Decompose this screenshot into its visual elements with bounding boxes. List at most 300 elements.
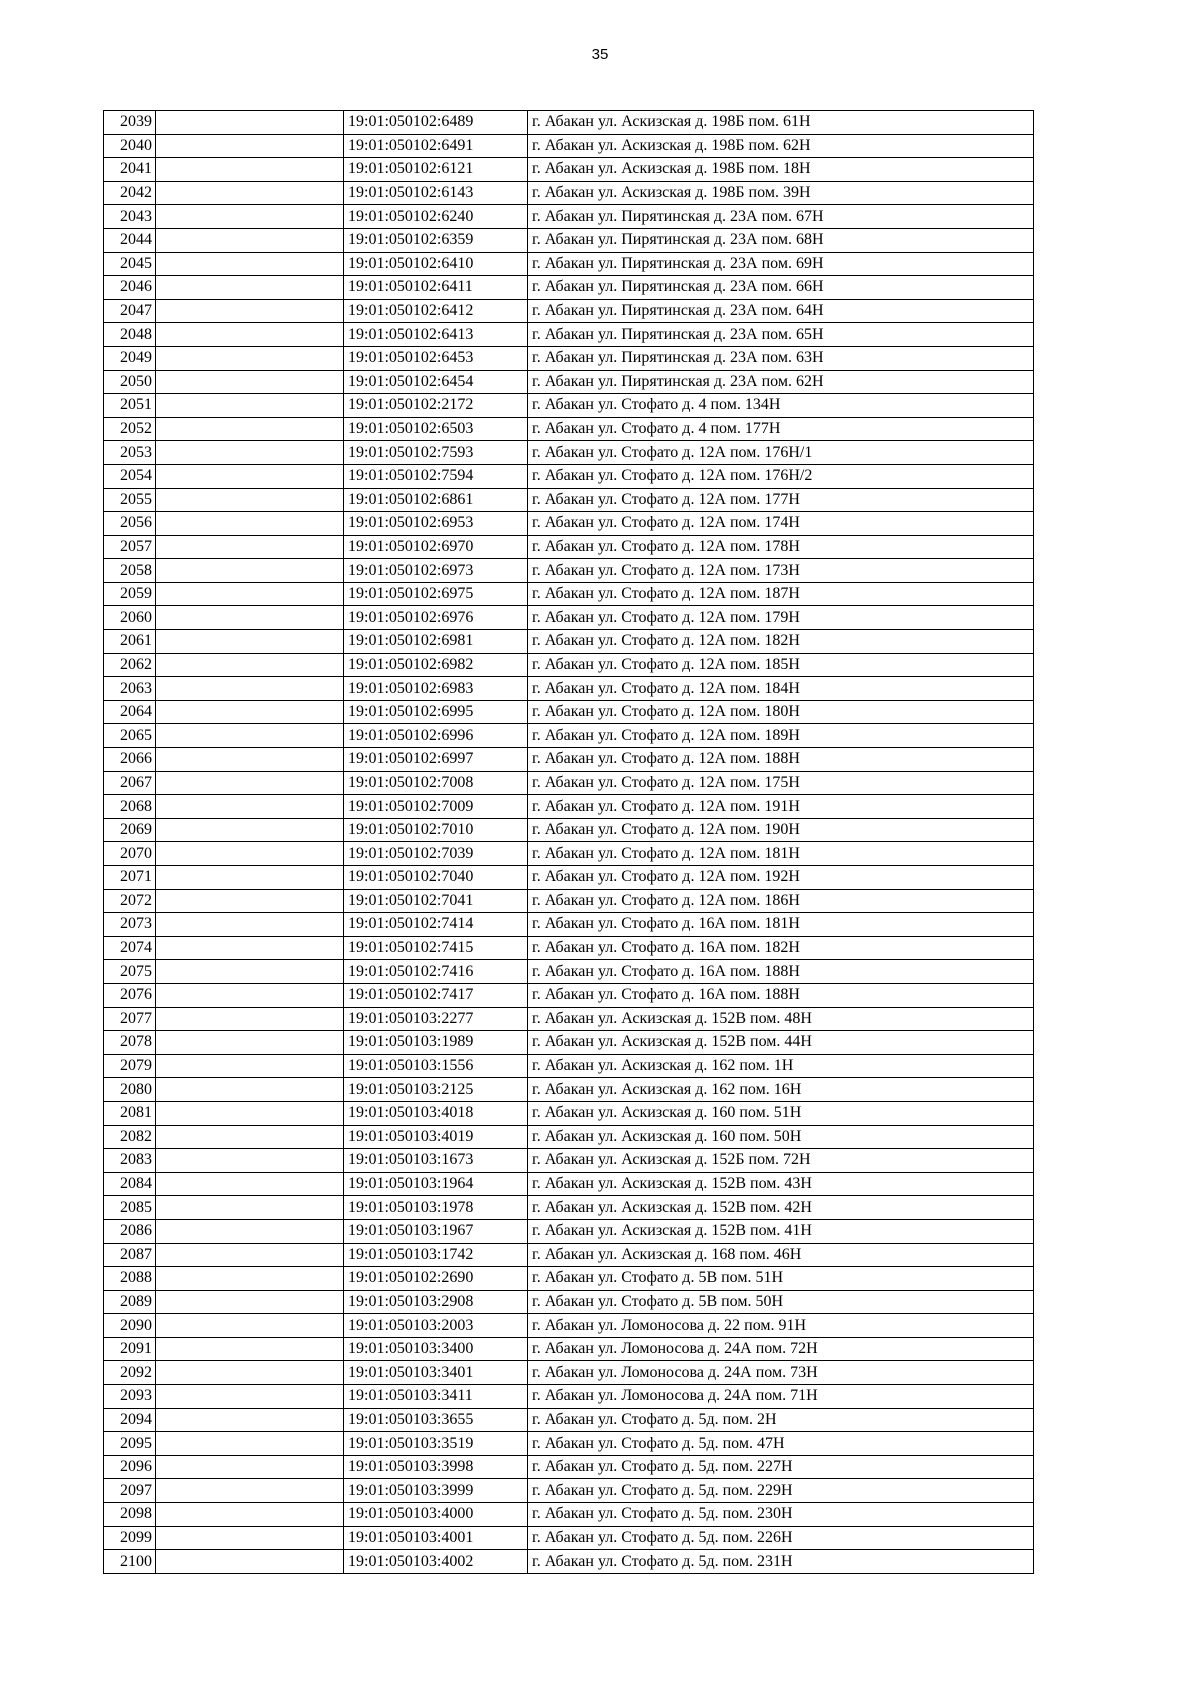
register-table: [103, 110, 1034, 1574]
table-row: [104, 276, 1034, 300]
row-cadastral-number: 19:01:050102:6970: [344, 535, 528, 559]
row-address: г. Абакан ул. Стофато д. 5д. пом. 227Н: [528, 1455, 1034, 1479]
table-row: [104, 394, 1034, 418]
row-cadastral-number: 19:01:050103:3999: [344, 1479, 528, 1503]
table-row: [104, 1054, 1034, 1078]
row-cadastral-number: 19:01:050103:1556: [344, 1054, 528, 1078]
row-empty-cell: [156, 1361, 344, 1385]
row-empty-cell: [156, 1125, 344, 1149]
row-number: 2093: [104, 1385, 156, 1409]
row-empty-cell: [156, 1172, 344, 1196]
row-number: 2100: [104, 1550, 156, 1574]
row-address: г. Абакан ул. Пирятинская д. 23А пом. 67Н: [528, 205, 1034, 229]
table-row: [104, 1385, 1034, 1409]
row-empty-cell: [156, 1337, 344, 1361]
row-number: 2039: [104, 111, 156, 135]
row-cadastral-number: 19:01:050102:7416: [344, 960, 528, 984]
table-row: [104, 1526, 1034, 1550]
row-number: 2050: [104, 370, 156, 394]
table-row: [104, 158, 1034, 182]
table-row: [104, 1314, 1034, 1338]
row-number: 2094: [104, 1408, 156, 1432]
row-empty-cell: [156, 276, 344, 300]
row-cadastral-number: 19:01:050103:2003: [344, 1314, 528, 1338]
table-row: [104, 228, 1034, 252]
table-row: [104, 936, 1034, 960]
row-address: г. Абакан ул. Стофато д. 5В пом. 51Н: [528, 1267, 1034, 1291]
row-cadastral-number: 19:01:050102:7009: [344, 795, 528, 819]
row-number: 2098: [104, 1503, 156, 1527]
row-address: г. Абакан ул. Стофато д. 5В пом. 50Н: [528, 1290, 1034, 1314]
row-address: г. Абакан ул. Аскизская д. 168 пом. 46Н: [528, 1243, 1034, 1267]
row-number: 2055: [104, 488, 156, 512]
table-row: [104, 417, 1034, 441]
row-number: 2081: [104, 1101, 156, 1125]
table-row: [104, 1149, 1034, 1173]
row-empty-cell: [156, 1054, 344, 1078]
row-cadastral-number: 19:01:050102:7414: [344, 913, 528, 937]
row-address: г. Абакан ул. Аскизская д. 162 пом. 1Н: [528, 1054, 1034, 1078]
row-number: 2069: [104, 818, 156, 842]
row-empty-cell: [156, 441, 344, 465]
row-address: г. Абакан ул. Аскизская д. 152В пом. 44Н: [528, 1031, 1034, 1055]
page-number: 35: [591, 46, 609, 63]
row-number: 2089: [104, 1290, 156, 1314]
table-row: [104, 488, 1034, 512]
row-cadastral-number: 19:01:050102:6412: [344, 299, 528, 323]
row-number: 2056: [104, 512, 156, 536]
row-cadastral-number: 19:01:050102:6489: [344, 111, 528, 135]
table-row: [104, 1101, 1034, 1125]
row-empty-cell: [156, 936, 344, 960]
row-cadastral-number: 19:01:050103:4019: [344, 1125, 528, 1149]
row-number: 2084: [104, 1172, 156, 1196]
row-cadastral-number: 19:01:050103:4001: [344, 1526, 528, 1550]
row-empty-cell: [156, 158, 344, 182]
row-address: г. Абакан ул. Аскизская д. 198Б пом. 61Н: [528, 111, 1034, 135]
row-empty-cell: [156, 228, 344, 252]
row-cadastral-number: 19:01:050103:4002: [344, 1550, 528, 1574]
row-empty-cell: [156, 1455, 344, 1479]
row-empty-cell: [156, 417, 344, 441]
row-address: г. Абакан ул. Стофато д. 12А пом. 176Н/1: [528, 441, 1034, 465]
table-body: [104, 111, 1034, 1574]
row-empty-cell: [156, 795, 344, 819]
row-number: 2047: [104, 299, 156, 323]
row-empty-cell: [156, 488, 344, 512]
row-address: г. Абакан ул. Стофато д. 12А пом. 175Н: [528, 771, 1034, 795]
row-number: 2075: [104, 960, 156, 984]
row-address: г. Абакан ул. Пирятинская д. 23А пом. 64Н: [528, 299, 1034, 323]
row-empty-cell: [156, 1149, 344, 1173]
row-number: 2065: [104, 724, 156, 748]
row-cadastral-number: 19:01:050102:6453: [344, 346, 528, 370]
row-number: 2097: [104, 1479, 156, 1503]
row-cadastral-number: 19:01:050103:3411: [344, 1385, 528, 1409]
row-empty-cell: [156, 866, 344, 890]
row-address: г. Абакан ул. Аскизская д. 198Б пом. 18Н: [528, 158, 1034, 182]
row-cadastral-number: 19:01:050102:7593: [344, 441, 528, 465]
row-cadastral-number: 19:01:050102:6953: [344, 512, 528, 536]
row-address: г. Абакан ул. Аскизская д. 160 пом. 51Н: [528, 1101, 1034, 1125]
row-empty-cell: [156, 983, 344, 1007]
row-number: 2073: [104, 913, 156, 937]
row-empty-cell: [156, 1314, 344, 1338]
table-row: [104, 181, 1034, 205]
table-row: [104, 606, 1034, 630]
row-cadastral-number: 19:01:050102:6454: [344, 370, 528, 394]
table-row: [104, 1455, 1034, 1479]
row-empty-cell: [156, 842, 344, 866]
row-cadastral-number: 19:01:050103:2908: [344, 1290, 528, 1314]
table-row: [104, 205, 1034, 229]
row-address: г. Абакан ул. Ломоносова д. 24А пом. 72Н: [528, 1337, 1034, 1361]
table-row: [104, 323, 1034, 347]
row-cadastral-number: 19:01:050102:2172: [344, 394, 528, 418]
table-row: [104, 1337, 1034, 1361]
row-cadastral-number: 19:01:050103:1673: [344, 1149, 528, 1173]
table-row: [104, 913, 1034, 937]
row-cadastral-number: 19:01:050102:6983: [344, 677, 528, 701]
row-cadastral-number: 19:01:050102:7594: [344, 464, 528, 488]
row-number: 2049: [104, 346, 156, 370]
row-address: г. Абакан ул. Стофато д. 16А пом. 181Н: [528, 913, 1034, 937]
row-number: 2080: [104, 1078, 156, 1102]
row-number: 2099: [104, 1526, 156, 1550]
table-row: [104, 866, 1034, 890]
table-row: [104, 1125, 1034, 1149]
row-address: г. Абакан ул. Аскизская д. 152В пом. 42Н: [528, 1196, 1034, 1220]
row-address: г. Абакан ул. Стофато д. 12А пом. 192Н: [528, 866, 1034, 890]
table-row: [104, 889, 1034, 913]
row-empty-cell: [156, 677, 344, 701]
table-row: [104, 134, 1034, 158]
row-address: г. Абакан ул. Стофато д. 4 пом. 134Н: [528, 394, 1034, 418]
row-number: 2086: [104, 1219, 156, 1243]
row-cadastral-number: 19:01:050102:6997: [344, 748, 528, 772]
row-empty-cell: [156, 535, 344, 559]
row-number: 2091: [104, 1337, 156, 1361]
row-address: г. Абакан ул. Пирятинская д. 23А пом. 62Н: [528, 370, 1034, 394]
row-cadastral-number: 19:01:050102:6491: [344, 134, 528, 158]
table-row: [104, 795, 1034, 819]
table-row: [104, 559, 1034, 583]
row-address: г. Абакан ул. Стофато д. 5д. пом. 231Н: [528, 1550, 1034, 1574]
row-address: г. Абакан ул. Аскизская д. 198Б пом. 62Н: [528, 134, 1034, 158]
table-row: [104, 512, 1034, 536]
row-cadastral-number: 19:01:050102:7040: [344, 866, 528, 890]
row-number: 2092: [104, 1361, 156, 1385]
row-empty-cell: [156, 1550, 344, 1574]
row-empty-cell: [156, 134, 344, 158]
row-empty-cell: [156, 606, 344, 630]
row-cadastral-number: 19:01:050102:6976: [344, 606, 528, 630]
row-cadastral-number: 19:01:050102:7041: [344, 889, 528, 913]
row-address: г. Абакан ул. Ломоносова д. 24А пом. 71Н: [528, 1385, 1034, 1409]
row-empty-cell: [156, 252, 344, 276]
table-row: [104, 1243, 1034, 1267]
row-cadastral-number: 19:01:050102:6121: [344, 158, 528, 182]
row-empty-cell: [156, 346, 344, 370]
row-address: г. Абакан ул. Пирятинская д. 23А пом. 69Н: [528, 252, 1034, 276]
row-cadastral-number: 19:01:050103:3998: [344, 1455, 528, 1479]
row-address: г. Абакан ул. Стофато д. 16А пом. 188Н: [528, 960, 1034, 984]
row-cadastral-number: 19:01:050102:6503: [344, 417, 528, 441]
row-number: 2079: [104, 1054, 156, 1078]
row-empty-cell: [156, 111, 344, 135]
row-cadastral-number: 19:01:050103:1742: [344, 1243, 528, 1267]
row-number: 2060: [104, 606, 156, 630]
row-empty-cell: [156, 1101, 344, 1125]
row-number: 2046: [104, 276, 156, 300]
row-address: г. Абакан ул. Стофато д. 12А пом. 173Н: [528, 559, 1034, 583]
row-empty-cell: [156, 582, 344, 606]
row-number: 2095: [104, 1432, 156, 1456]
row-address: г. Абакан ул. Стофато д. 12А пом. 185Н: [528, 653, 1034, 677]
table-row: [104, 1267, 1034, 1291]
row-address: г. Абакан ул. Стофато д. 5д. пом. 230Н: [528, 1503, 1034, 1527]
row-address: г. Абакан ул. Ломоносова д. 22 пом. 91Н: [528, 1314, 1034, 1338]
row-address: г. Абакан ул. Стофато д. 12А пом. 188Н: [528, 748, 1034, 772]
row-number: 2090: [104, 1314, 156, 1338]
row-number: 2061: [104, 630, 156, 654]
table-row: [104, 1432, 1034, 1456]
row-number: 2066: [104, 748, 156, 772]
table-row: [104, 724, 1034, 748]
table-row: [104, 1007, 1034, 1031]
table-row: [104, 771, 1034, 795]
table-row: [104, 1031, 1034, 1055]
table-row: [104, 677, 1034, 701]
row-address: г. Абакан ул. Стофато д. 16А пом. 188Н: [528, 983, 1034, 1007]
row-cadastral-number: 19:01:050103:3655: [344, 1408, 528, 1432]
row-cadastral-number: 19:01:050102:7415: [344, 936, 528, 960]
row-empty-cell: [156, 1078, 344, 1102]
row-cadastral-number: 19:01:050103:2125: [344, 1078, 528, 1102]
row-empty-cell: [156, 1503, 344, 1527]
row-number: 2076: [104, 983, 156, 1007]
row-cadastral-number: 19:01:050103:1978: [344, 1196, 528, 1220]
row-number: 2096: [104, 1455, 156, 1479]
row-cadastral-number: 19:01:050102:6411: [344, 276, 528, 300]
row-address: г. Абакан ул. Пирятинская д. 23А пом. 68Н: [528, 228, 1034, 252]
table-row: [104, 653, 1034, 677]
row-empty-cell: [156, 370, 344, 394]
table-row: [104, 1503, 1034, 1527]
row-cadastral-number: 19:01:050102:6973: [344, 559, 528, 583]
row-cadastral-number: 19:01:050102:7010: [344, 818, 528, 842]
row-empty-cell: [156, 1432, 344, 1456]
row-number: 2042: [104, 181, 156, 205]
row-number: 2083: [104, 1149, 156, 1173]
table-row: [104, 1078, 1034, 1102]
row-cadastral-number: 19:01:050102:6410: [344, 252, 528, 276]
row-address: г. Абакан ул. Стофато д. 12А пом. 177Н: [528, 488, 1034, 512]
row-cadastral-number: 19:01:050103:3400: [344, 1337, 528, 1361]
row-cadastral-number: 19:01:050102:6143: [344, 181, 528, 205]
row-address: г. Абакан ул. Стофато д. 12А пом. 187Н: [528, 582, 1034, 606]
row-address: г. Абакан ул. Аскизская д. 152Б пом. 72Н: [528, 1149, 1034, 1173]
table-row: [104, 1219, 1034, 1243]
table-row: [104, 582, 1034, 606]
table-row: [104, 1550, 1034, 1574]
row-empty-cell: [156, 299, 344, 323]
row-address: г. Абакан ул. Стофато д. 4 пом. 177Н: [528, 417, 1034, 441]
row-cadastral-number: 19:01:050102:6996: [344, 724, 528, 748]
row-number: 2062: [104, 653, 156, 677]
row-address: г. Абакан ул. Аскизская д. 152В пом. 43Н: [528, 1172, 1034, 1196]
table-row: [104, 299, 1034, 323]
row-cadastral-number: 19:01:050102:6975: [344, 582, 528, 606]
row-address: г. Абакан ул. Пирятинская д. 23А пом. 65Н: [528, 323, 1034, 347]
table-row: [104, 1172, 1034, 1196]
row-cadastral-number: 19:01:050103:4018: [344, 1101, 528, 1125]
table-row: [104, 983, 1034, 1007]
row-number: 2068: [104, 795, 156, 819]
row-cadastral-number: 19:01:050103:4000: [344, 1503, 528, 1527]
table-row: [104, 370, 1034, 394]
table-row: [104, 1479, 1034, 1503]
row-address: г. Абакан ул. Стофато д. 12А пом. 174Н: [528, 512, 1034, 536]
row-number: 2048: [104, 323, 156, 347]
table-row: [104, 111, 1034, 135]
row-address: г. Абакан ул. Стофато д. 12А пом. 182Н: [528, 630, 1034, 654]
row-number: 2087: [104, 1243, 156, 1267]
row-empty-cell: [156, 1526, 344, 1550]
row-number: 2077: [104, 1007, 156, 1031]
row-number: 2045: [104, 252, 156, 276]
row-address: г. Абакан ул. Стофато д. 5д. пом. 47Н: [528, 1432, 1034, 1456]
table-row: [104, 842, 1034, 866]
row-number: 2088: [104, 1267, 156, 1291]
row-number: 2067: [104, 771, 156, 795]
row-address: г. Абакан ул. Стофато д. 12А пом. 191Н: [528, 795, 1034, 819]
row-cadastral-number: 19:01:050102:6861: [344, 488, 528, 512]
table-row: [104, 960, 1034, 984]
row-address: г. Абакан ул. Стофато д. 5д. пом. 226Н: [528, 1526, 1034, 1550]
row-cadastral-number: 19:01:050103:2277: [344, 1007, 528, 1031]
table-row: [104, 346, 1034, 370]
row-number: 2064: [104, 700, 156, 724]
table-row: [104, 700, 1034, 724]
row-number: 2041: [104, 158, 156, 182]
row-empty-cell: [156, 1385, 344, 1409]
row-cadastral-number: 19:01:050103:1989: [344, 1031, 528, 1055]
row-empty-cell: [156, 1267, 344, 1291]
table-row: [104, 1408, 1034, 1432]
row-address: г. Абакан ул. Стофато д. 5д. пом. 2Н: [528, 1408, 1034, 1432]
row-address: г. Абакан ул. Стофато д. 12А пом. 176Н/2: [528, 464, 1034, 488]
row-cadastral-number: 19:01:050102:6995: [344, 700, 528, 724]
row-number: 2063: [104, 677, 156, 701]
row-number: 2058: [104, 559, 156, 583]
row-cadastral-number: 19:01:050102:7039: [344, 842, 528, 866]
row-address: г. Абакан ул. Пирятинская д. 23А пом. 66Н: [528, 276, 1034, 300]
row-empty-cell: [156, 1408, 344, 1432]
row-empty-cell: [156, 771, 344, 795]
row-empty-cell: [156, 653, 344, 677]
row-address: г. Абакан ул. Ломоносова д. 24А пом. 73Н: [528, 1361, 1034, 1385]
row-empty-cell: [156, 1243, 344, 1267]
row-address: г. Абакан ул. Стофато д. 12А пом. 184Н: [528, 677, 1034, 701]
row-number: 2085: [104, 1196, 156, 1220]
row-number: 2057: [104, 535, 156, 559]
row-address: г. Абакан ул. Стофато д. 16А пом. 182Н: [528, 936, 1034, 960]
row-empty-cell: [156, 1031, 344, 1055]
row-empty-cell: [156, 464, 344, 488]
row-empty-cell: [156, 700, 344, 724]
table-row: [104, 535, 1034, 559]
row-number: 2074: [104, 936, 156, 960]
row-address: г. Абакан ул. Стофато д. 12А пом. 186Н: [528, 889, 1034, 913]
row-address: г. Абакан ул. Стофато д. 12А пом. 178Н: [528, 535, 1034, 559]
row-cadastral-number: 19:01:050102:6982: [344, 653, 528, 677]
row-address: г. Абакан ул. Стофато д. 12А пом. 179Н: [528, 606, 1034, 630]
row-empty-cell: [156, 394, 344, 418]
row-cadastral-number: 19:01:050102:6981: [344, 630, 528, 654]
row-empty-cell: [156, 630, 344, 654]
row-cadastral-number: 19:01:050103:1967: [344, 1219, 528, 1243]
table-row: [104, 748, 1034, 772]
row-cadastral-number: 19:01:050102:6359: [344, 228, 528, 252]
row-address: г. Абакан ул. Пирятинская д. 23А пом. 63Н: [528, 346, 1034, 370]
row-address: г. Абакан ул. Аскизская д. 152В пом. 41Н: [528, 1219, 1034, 1243]
row-cadastral-number: 19:01:050102:7417: [344, 983, 528, 1007]
row-empty-cell: [156, 181, 344, 205]
row-number: 2044: [104, 228, 156, 252]
row-empty-cell: [156, 323, 344, 347]
row-address: г. Абакан ул. Аскизская д. 162 пом. 16Н: [528, 1078, 1034, 1102]
table-row: [104, 1290, 1034, 1314]
row-cadastral-number: 19:01:050102:6240: [344, 205, 528, 229]
row-number: 2072: [104, 889, 156, 913]
row-address: г. Абакан ул. Аскизская д. 152В пом. 48Н: [528, 1007, 1034, 1031]
row-number: 2082: [104, 1125, 156, 1149]
row-empty-cell: [156, 1290, 344, 1314]
row-empty-cell: [156, 889, 344, 913]
row-empty-cell: [156, 818, 344, 842]
table-row: [104, 252, 1034, 276]
table-row: [104, 818, 1034, 842]
row-address: г. Абакан ул. Аскизская д. 198Б пом. 39Н: [528, 181, 1034, 205]
row-cadastral-number: 19:01:050102:7008: [344, 771, 528, 795]
row-number: 2040: [104, 134, 156, 158]
row-empty-cell: [156, 205, 344, 229]
table-row: [104, 1196, 1034, 1220]
row-empty-cell: [156, 1007, 344, 1031]
row-empty-cell: [156, 960, 344, 984]
row-number: 2053: [104, 441, 156, 465]
row-number: 2043: [104, 205, 156, 229]
row-address: г. Абакан ул. Аскизская д. 160 пом. 50Н: [528, 1125, 1034, 1149]
row-number: 2071: [104, 866, 156, 890]
table-row: [104, 441, 1034, 465]
table-row: [104, 630, 1034, 654]
row-cadastral-number: 19:01:050102:6413: [344, 323, 528, 347]
row-address: г. Абакан ул. Стофато д. 5д. пом. 229Н: [528, 1479, 1034, 1503]
row-empty-cell: [156, 913, 344, 937]
row-address: г. Абакан ул. Стофато д. 12А пом. 190Н: [528, 818, 1034, 842]
row-number: 2051: [104, 394, 156, 418]
row-empty-cell: [156, 724, 344, 748]
row-number: 2059: [104, 582, 156, 606]
row-address: г. Абакан ул. Стофато д. 12А пом. 189Н: [528, 724, 1034, 748]
table-row: [104, 464, 1034, 488]
row-cadastral-number: 19:01:050102:2690: [344, 1267, 528, 1291]
row-number: 2054: [104, 464, 156, 488]
row-address: г. Абакан ул. Стофато д. 12А пом. 181Н: [528, 842, 1034, 866]
row-number: 2070: [104, 842, 156, 866]
